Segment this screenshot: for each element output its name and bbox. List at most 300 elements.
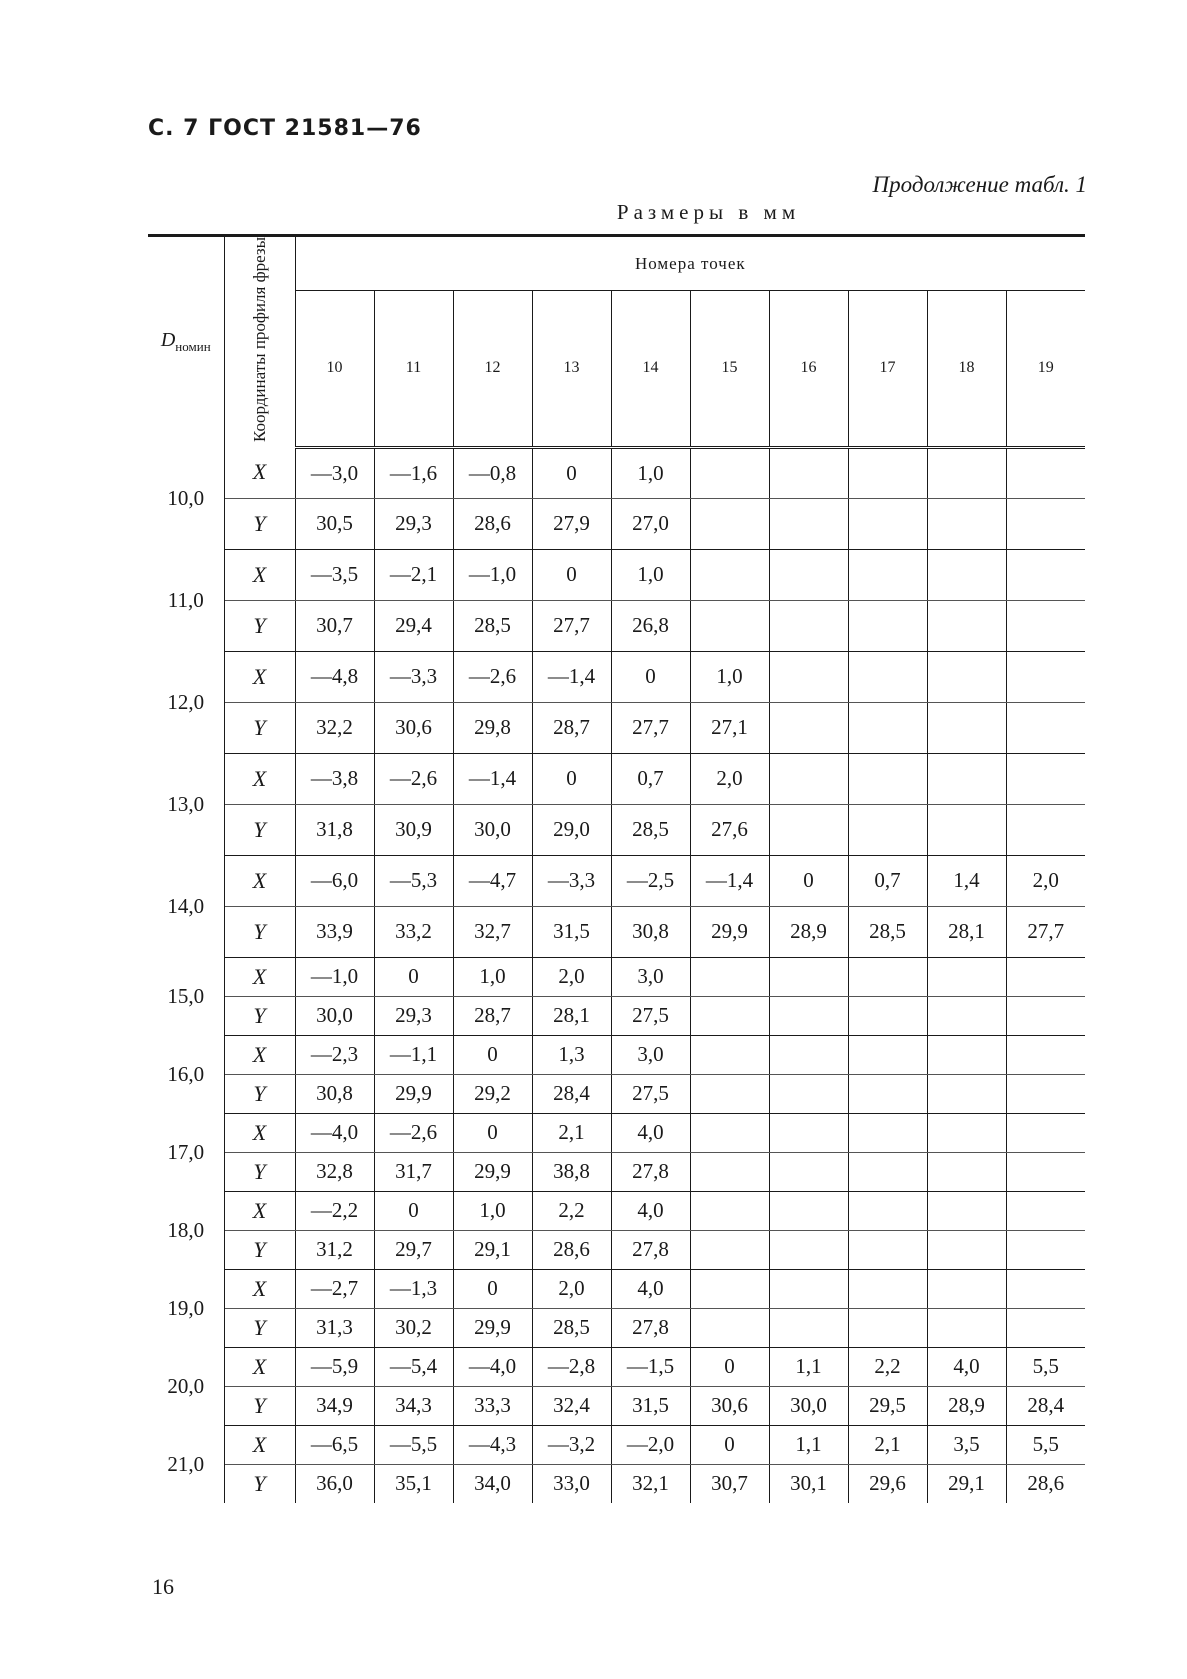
point-number-header: 18	[927, 291, 1006, 447]
coordinate-value-cell: 27,7	[1006, 906, 1085, 957]
d-nominal-subscript: номин	[175, 339, 211, 354]
coordinate-value-cell: 30,7	[295, 600, 374, 651]
point-number-header: 12	[453, 291, 532, 447]
coordinate-value-cell: 30,6	[690, 1386, 769, 1425]
axis-label-cell: Y	[224, 906, 295, 957]
axis-label-cell: Y	[224, 1386, 295, 1425]
coordinate-value-cell: 27,8	[611, 1152, 690, 1191]
coordinate-value-cell: 4,0	[611, 1191, 690, 1230]
coordinate-value-cell: 0	[453, 1113, 532, 1152]
coordinate-value-cell: —1,0	[453, 549, 532, 600]
coordinate-value-cell: 32,1	[611, 1464, 690, 1503]
coordinate-value-cell: —3,3	[532, 855, 611, 906]
axis-label-cell: Y	[224, 600, 295, 651]
coordinate-value-cell: 30,8	[611, 906, 690, 957]
d-nominal-symbol: D	[160, 329, 176, 351]
coordinate-value-cell	[690, 1230, 769, 1269]
coordinate-value-cell: 30,2	[374, 1308, 453, 1347]
coordinate-value-cell: —3,3	[374, 651, 453, 702]
coordinate-value-cell: 29,9	[374, 1074, 453, 1113]
coordinate-value-cell	[1006, 549, 1085, 600]
coordinate-value-cell: 4,0	[611, 1113, 690, 1152]
coordinate-value-cell: —2,3	[295, 1035, 374, 1074]
coordinate-value-cell: 27,0	[611, 498, 690, 549]
coordinate-value-cell	[769, 753, 848, 804]
coordinates-table-wrap	[148, 234, 1085, 1503]
coordinate-value-cell	[848, 498, 927, 549]
coordinate-value-cell: 4,0	[611, 1269, 690, 1308]
table-row	[148, 1113, 1085, 1152]
coordinate-value-cell: —5,5	[374, 1425, 453, 1464]
coordinate-value-cell	[848, 549, 927, 600]
coordinate-value-cell	[690, 498, 769, 549]
coordinate-value-cell: —4,8	[295, 651, 374, 702]
coordinate-value-cell: 5,5	[1006, 1425, 1085, 1464]
coordinate-value-cell	[927, 1269, 1006, 1308]
table-row	[148, 1230, 1085, 1269]
coordinate-value-cell: 1,0	[611, 549, 690, 600]
coordinate-value-cell	[690, 957, 769, 996]
coordinate-value-cell: 27,7	[611, 702, 690, 753]
coordinate-value-cell	[690, 549, 769, 600]
coordinate-value-cell: 27,5	[611, 1074, 690, 1113]
coordinate-value-cell	[848, 1269, 927, 1308]
table-row	[148, 1425, 1085, 1464]
coordinate-value-cell: —1,6	[374, 447, 453, 498]
table-row	[148, 1152, 1085, 1191]
coordinate-value-cell	[927, 1308, 1006, 1347]
coordinate-value-cell: 0	[374, 1191, 453, 1230]
coordinate-value-cell: 31,5	[532, 906, 611, 957]
coordinate-value-cell: 27,7	[532, 600, 611, 651]
units-caption: Размеры в мм	[616, 200, 801, 224]
coordinate-value-cell	[769, 996, 848, 1035]
coordinate-value-cell	[690, 600, 769, 651]
coordinate-value-cell	[927, 600, 1006, 651]
axis-label-cell: Y	[224, 498, 295, 549]
coordinate-value-cell: 33,2	[374, 906, 453, 957]
coordinate-value-cell: 2,1	[532, 1113, 611, 1152]
coordinate-value-cell: 28,5	[848, 906, 927, 957]
coordinate-value-cell: 29,7	[374, 1230, 453, 1269]
document-header: С. 7 ГОСТ 21581—76	[148, 116, 422, 141]
coordinate-value-cell: 30,6	[374, 702, 453, 753]
axis-label-cell: X	[224, 651, 295, 702]
coordinate-value-cell: 34,3	[374, 1386, 453, 1425]
coordinate-value-cell	[1006, 1308, 1085, 1347]
coordinate-value-cell: —0,8	[453, 447, 532, 498]
coordinate-value-cell	[927, 1152, 1006, 1191]
point-number-header: 10	[295, 291, 374, 447]
coordinate-value-cell	[927, 957, 1006, 996]
coordinate-value-cell	[848, 1308, 927, 1347]
coordinate-value-cell	[769, 600, 848, 651]
axis-label-cell: Y	[224, 804, 295, 855]
coordinate-value-cell	[848, 753, 927, 804]
coordinate-value-cell: 1,0	[453, 1191, 532, 1230]
coordinate-value-cell: 1,4	[927, 855, 1006, 906]
coordinate-value-cell: 28,5	[532, 1308, 611, 1347]
axis-label-cell: Y	[224, 1230, 295, 1269]
d-nominal-cell: 18,0	[148, 1191, 224, 1269]
coordinate-value-cell	[769, 1230, 848, 1269]
coordinate-value-cell: —5,9	[295, 1347, 374, 1386]
coordinate-value-cell: 29,3	[374, 996, 453, 1035]
d-nominal-cell: 13,0	[148, 753, 224, 855]
table-continuation-note: Продолжение табл. 1	[872, 172, 1087, 197]
coordinate-value-cell: 28,5	[453, 600, 532, 651]
coordinate-value-cell: —5,4	[374, 1347, 453, 1386]
coordinate-value-cell	[769, 702, 848, 753]
coordinate-value-cell: 2,1	[848, 1425, 927, 1464]
coordinate-value-cell	[1006, 1035, 1085, 1074]
coordinate-value-cell: 0	[611, 651, 690, 702]
coordinate-value-cell: —1,1	[374, 1035, 453, 1074]
table-row	[148, 1035, 1085, 1074]
coordinate-value-cell	[848, 702, 927, 753]
coordinate-value-cell: 30,0	[769, 1386, 848, 1425]
coordinate-value-cell	[690, 1308, 769, 1347]
coordinate-value-cell: 32,8	[295, 1152, 374, 1191]
coordinate-value-cell: 2,2	[532, 1191, 611, 1230]
coordinate-value-cell: 31,3	[295, 1308, 374, 1347]
axis-label-cell: X	[224, 549, 295, 600]
point-number-header: 14	[611, 291, 690, 447]
axis-label-cell: X	[224, 1269, 295, 1308]
coordinate-value-cell	[1006, 1269, 1085, 1308]
coordinate-value-cell: 27,5	[611, 996, 690, 1035]
table-body	[148, 447, 1085, 1503]
coordinate-value-cell: —2,5	[611, 855, 690, 906]
axis-label-cell: X	[224, 1035, 295, 1074]
coordinate-value-cell	[927, 549, 1006, 600]
d-nominal-cell: 10,0	[148, 447, 224, 549]
table-row	[148, 906, 1085, 957]
coordinate-value-cell: 29,1	[453, 1230, 532, 1269]
coordinate-value-cell	[927, 1230, 1006, 1269]
table-row	[148, 996, 1085, 1035]
coordinate-value-cell: 30,9	[374, 804, 453, 855]
coordinate-value-cell	[769, 804, 848, 855]
coordinate-value-cell	[1006, 957, 1085, 996]
coordinate-value-cell	[690, 447, 769, 498]
coordinate-value-cell	[769, 1113, 848, 1152]
coordinate-value-cell: 0	[453, 1269, 532, 1308]
coordinate-value-cell: 29,3	[374, 498, 453, 549]
coordinate-value-cell: 2,0	[532, 1269, 611, 1308]
coordinate-value-cell	[769, 1074, 848, 1113]
d-nominal-cell: 20,0	[148, 1347, 224, 1425]
coordinate-value-cell: 30,0	[295, 996, 374, 1035]
coordinate-value-cell: 29,6	[848, 1464, 927, 1503]
coordinate-value-cell	[927, 498, 1006, 549]
axis-label-cell: Y	[224, 1464, 295, 1503]
table-row	[148, 1386, 1085, 1425]
coordinate-value-cell: —4,3	[453, 1425, 532, 1464]
coordinate-value-cell: 0	[374, 957, 453, 996]
coordinate-value-cell	[769, 447, 848, 498]
coordinate-header-label: Координаты профиля фрезы	[250, 237, 269, 442]
coordinate-value-cell	[848, 957, 927, 996]
coordinate-value-cell: 35,1	[374, 1464, 453, 1503]
coordinate-value-cell	[848, 600, 927, 651]
coordinate-value-cell: 27,8	[611, 1308, 690, 1347]
coordinate-value-cell: —3,5	[295, 549, 374, 600]
table-row	[148, 753, 1085, 804]
coordinate-value-cell: 28,7	[532, 702, 611, 753]
d-nominal-cell: 12,0	[148, 651, 224, 753]
coordinate-value-cell	[848, 1035, 927, 1074]
coordinate-value-cell: 28,9	[927, 1386, 1006, 1425]
coordinate-value-cell	[848, 804, 927, 855]
d-nominal-cell: 19,0	[148, 1269, 224, 1347]
coordinate-value-cell: 26,8	[611, 600, 690, 651]
coordinate-value-cell: 0	[532, 447, 611, 498]
page-number: 16	[152, 1574, 174, 1599]
point-numbers-header: Номера точек	[295, 236, 1085, 291]
coordinate-value-cell: —4,0	[453, 1347, 532, 1386]
coordinate-value-cell: —6,5	[295, 1425, 374, 1464]
table-row	[148, 1191, 1085, 1230]
point-number-header: 16	[769, 291, 848, 447]
coordinate-value-cell	[690, 1113, 769, 1152]
coordinate-value-cell: 28,6	[453, 498, 532, 549]
coordinate-value-cell: 29,8	[453, 702, 532, 753]
coordinate-value-cell: 31,2	[295, 1230, 374, 1269]
coordinate-value-cell: 0	[532, 549, 611, 600]
coordinate-value-cell: 0	[690, 1425, 769, 1464]
axis-label-cell: X	[224, 1113, 295, 1152]
axis-label-cell: X	[224, 1347, 295, 1386]
coordinate-value-cell: 0	[769, 855, 848, 906]
coordinate-value-cell	[927, 1035, 1006, 1074]
coordinate-value-cell	[927, 702, 1006, 753]
table-row	[148, 447, 1085, 498]
coordinate-value-cell: 28,6	[1006, 1464, 1085, 1503]
coordinate-value-cell	[769, 498, 848, 549]
coordinate-value-cell: 2,0	[532, 957, 611, 996]
coordinate-value-cell: 1,1	[769, 1425, 848, 1464]
coordinate-value-cell	[927, 447, 1006, 498]
coordinate-value-cell: 2,0	[690, 753, 769, 804]
axis-label-cell: X	[224, 447, 295, 498]
coordinate-value-cell: 30,1	[769, 1464, 848, 1503]
coordinate-value-cell: —6,0	[295, 855, 374, 906]
coordinate-value-cell	[927, 651, 1006, 702]
coordinate-value-cell: —3,0	[295, 447, 374, 498]
coordinate-value-cell: 1,0	[453, 957, 532, 996]
coordinate-value-cell: 38,8	[532, 1152, 611, 1191]
coordinate-value-cell: 31,5	[611, 1386, 690, 1425]
coordinate-value-cell	[769, 549, 848, 600]
coordinate-value-cell: —1,4	[690, 855, 769, 906]
coordinate-value-cell	[690, 1152, 769, 1191]
coordinate-value-cell: 2,2	[848, 1347, 927, 1386]
coordinate-value-cell: —4,0	[295, 1113, 374, 1152]
axis-label-cell: Y	[224, 702, 295, 753]
coordinate-value-cell: 28,9	[769, 906, 848, 957]
coordinate-value-cell: 0	[532, 753, 611, 804]
coordinate-value-cell	[848, 1074, 927, 1113]
axis-label-cell: X	[224, 753, 295, 804]
coordinate-value-cell: —1,5	[611, 1347, 690, 1386]
coordinate-value-cell	[1006, 1191, 1085, 1230]
coordinate-value-cell: 28,6	[532, 1230, 611, 1269]
coordinate-value-cell: 29,2	[453, 1074, 532, 1113]
table-row	[148, 1269, 1085, 1308]
axis-label-cell: X	[224, 957, 295, 996]
coordinate-value-cell: 1,3	[532, 1035, 611, 1074]
coordinate-value-cell	[848, 996, 927, 1035]
coordinate-value-cell: 29,9	[453, 1152, 532, 1191]
coordinate-value-cell	[1006, 996, 1085, 1035]
coordinate-value-cell	[690, 1269, 769, 1308]
coordinate-value-cell: 33,0	[532, 1464, 611, 1503]
coordinate-value-cell	[769, 1035, 848, 1074]
coordinate-value-cell	[769, 957, 848, 996]
table-row	[148, 1074, 1085, 1113]
d-nominal-cell: 21,0	[148, 1425, 224, 1503]
coordinate-value-cell: 1,0	[611, 447, 690, 498]
point-number-header: 19	[1006, 291, 1085, 447]
coordinate-value-cell	[1006, 1152, 1085, 1191]
coordinate-value-cell: —1,0	[295, 957, 374, 996]
coordinate-value-cell: 30,5	[295, 498, 374, 549]
coordinate-value-cell: 29,0	[532, 804, 611, 855]
coordinate-value-cell: —2,7	[295, 1269, 374, 1308]
d-nominal-cell: 11,0	[148, 549, 224, 651]
coordinate-value-cell	[927, 1191, 1006, 1230]
coordinate-value-cell: —2,6	[374, 1113, 453, 1152]
coordinate-value-cell: 27,8	[611, 1230, 690, 1269]
d-nominal-cell: 15,0	[148, 957, 224, 1035]
coordinate-value-cell: —2,6	[374, 753, 453, 804]
coordinate-header	[224, 236, 295, 448]
coordinate-value-cell	[1006, 498, 1085, 549]
coordinate-value-cell: 5,5	[1006, 1347, 1085, 1386]
coordinate-value-cell	[1006, 1113, 1085, 1152]
coordinate-value-cell	[848, 1113, 927, 1152]
coordinate-value-cell: —1,4	[453, 753, 532, 804]
table-row	[148, 804, 1085, 855]
axis-label-cell: Y	[224, 1308, 295, 1347]
coordinate-value-cell	[1006, 447, 1085, 498]
coordinate-value-cell	[769, 1152, 848, 1191]
axis-label-cell: X	[224, 855, 295, 906]
coordinate-value-cell: 3,0	[611, 1035, 690, 1074]
coordinate-value-cell: 31,7	[374, 1152, 453, 1191]
table-row	[148, 1347, 1085, 1386]
coordinate-value-cell: 27,9	[532, 498, 611, 549]
coordinate-value-cell: 33,3	[453, 1386, 532, 1425]
coordinate-value-cell: 29,4	[374, 600, 453, 651]
table-row	[148, 1464, 1085, 1503]
coordinate-value-cell	[1006, 1074, 1085, 1113]
coordinate-value-cell: —3,2	[532, 1425, 611, 1464]
coordinate-value-cell: —5,3	[374, 855, 453, 906]
coordinate-value-cell: —2,0	[611, 1425, 690, 1464]
coordinate-value-cell: —1,4	[532, 651, 611, 702]
table-row	[148, 498, 1085, 549]
coordinate-value-cell	[848, 1152, 927, 1191]
coordinate-value-cell: 27,6	[690, 804, 769, 855]
coordinate-value-cell	[769, 1308, 848, 1347]
table-row	[148, 1308, 1085, 1347]
coordinate-value-cell: 0	[690, 1347, 769, 1386]
coordinate-value-cell: 3,0	[611, 957, 690, 996]
coordinate-value-cell: —2,6	[453, 651, 532, 702]
coordinate-value-cell: —4,7	[453, 855, 532, 906]
axis-label-cell: X	[224, 1425, 295, 1464]
d-nominal-cell: 17,0	[148, 1113, 224, 1191]
point-number-header: 17	[848, 291, 927, 447]
coordinate-value-cell: 28,1	[927, 906, 1006, 957]
coordinate-value-cell: 28,5	[611, 804, 690, 855]
coordinate-value-cell	[927, 1113, 1006, 1152]
coordinate-value-cell: 32,4	[532, 1386, 611, 1425]
coordinate-value-cell: 33,9	[295, 906, 374, 957]
coordinate-value-cell	[690, 1035, 769, 1074]
d-nominal-cell: 14,0	[148, 855, 224, 957]
coordinate-value-cell: 32,7	[453, 906, 532, 957]
coordinate-value-cell	[1006, 651, 1085, 702]
axis-label-cell: Y	[224, 996, 295, 1035]
coordinate-value-cell	[690, 1074, 769, 1113]
coordinate-value-cell: —2,1	[374, 549, 453, 600]
coordinate-value-cell	[690, 996, 769, 1035]
coordinate-value-cell: 1,0	[690, 651, 769, 702]
coordinate-value-cell: 34,0	[453, 1464, 532, 1503]
table-row	[148, 600, 1085, 651]
coordinate-value-cell: 29,1	[927, 1464, 1006, 1503]
coordinate-value-cell: 27,1	[690, 702, 769, 753]
coordinate-value-cell: 28,4	[1006, 1386, 1085, 1425]
coordinate-value-cell: 30,7	[690, 1464, 769, 1503]
coordinate-value-cell: 3,5	[927, 1425, 1006, 1464]
coordinate-value-cell: 0,7	[848, 855, 927, 906]
coordinate-value-cell	[848, 1191, 927, 1230]
coordinate-value-cell: 32,2	[295, 702, 374, 753]
coordinates-table	[148, 234, 1085, 1503]
coordinate-value-cell	[927, 996, 1006, 1035]
coordinate-value-cell: 29,9	[690, 906, 769, 957]
point-number-header: 15	[690, 291, 769, 447]
axis-label-cell: Y	[224, 1074, 295, 1113]
coordinate-value-cell: 29,5	[848, 1386, 927, 1425]
coordinate-value-cell: 34,9	[295, 1386, 374, 1425]
coordinate-value-cell: 1,1	[769, 1347, 848, 1386]
coordinate-value-cell: 29,9	[453, 1308, 532, 1347]
coordinate-value-cell: —2,2	[295, 1191, 374, 1230]
coordinate-value-cell	[769, 1191, 848, 1230]
coordinate-value-cell: 0,7	[611, 753, 690, 804]
coordinate-value-cell	[1006, 702, 1085, 753]
coordinate-value-cell	[1006, 804, 1085, 855]
d-nominal-header	[148, 236, 224, 448]
coordinate-value-cell	[927, 804, 1006, 855]
coordinate-value-cell	[1006, 753, 1085, 804]
axis-label-cell: Y	[224, 1152, 295, 1191]
coordinate-value-cell: —2,8	[532, 1347, 611, 1386]
coordinate-value-cell: 30,0	[453, 804, 532, 855]
coordinate-value-cell	[1006, 1230, 1085, 1269]
coordinate-value-cell	[848, 447, 927, 498]
coordinate-value-cell: 2,0	[1006, 855, 1085, 906]
coordinate-value-cell	[769, 1269, 848, 1308]
coordinate-value-cell	[769, 651, 848, 702]
coordinate-value-cell	[927, 753, 1006, 804]
point-number-header: 13	[532, 291, 611, 447]
